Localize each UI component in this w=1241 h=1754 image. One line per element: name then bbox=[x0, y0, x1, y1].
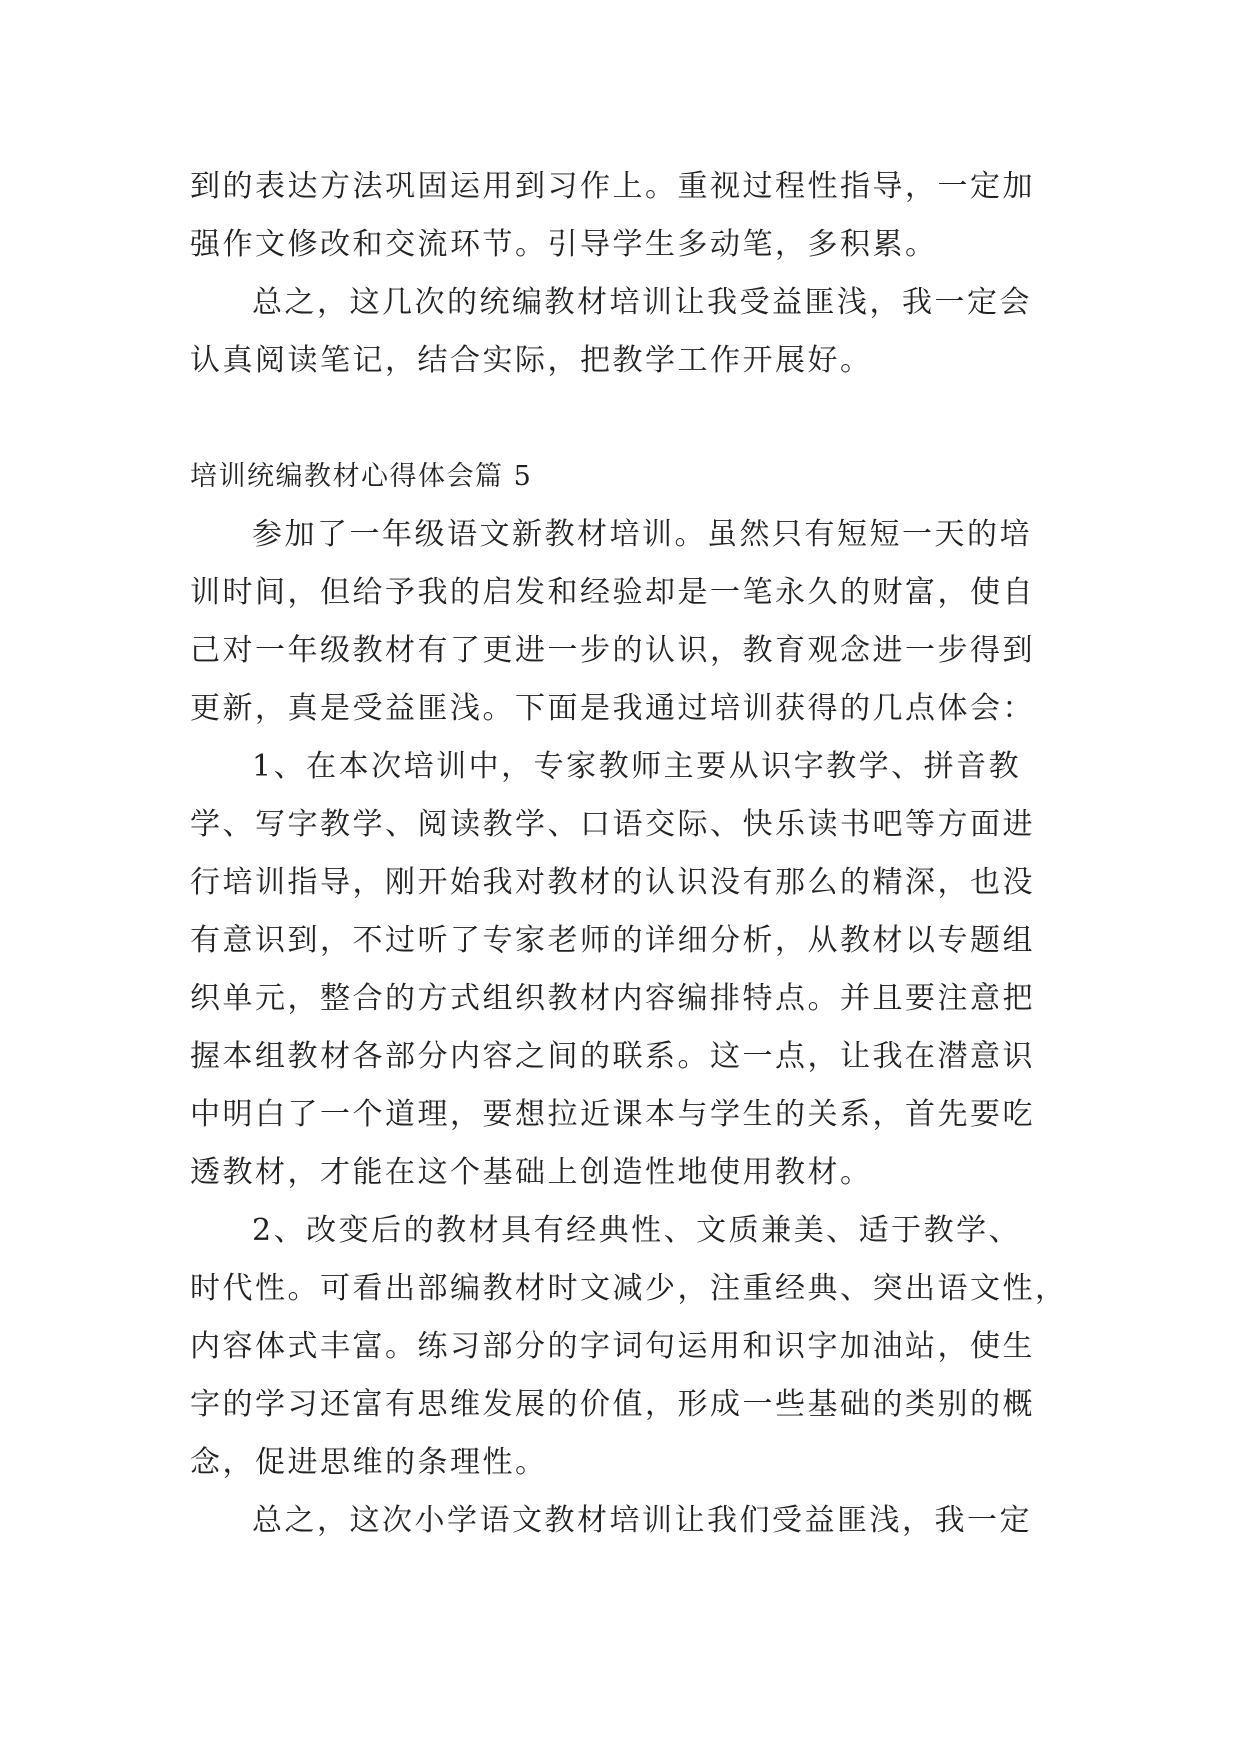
text-line: 念，促进思维的条理性。 bbox=[190, 1445, 548, 1480]
section-heading: 培训统编教材心得体会篇 5 bbox=[190, 461, 533, 492]
text-line: 总之，这次小学语文教材培训让我们受益匪浅，我一定 bbox=[252, 1503, 1032, 1538]
text-line: 总之，这几次的统编教材培训让我受益匪浅，我一定会 bbox=[252, 285, 1032, 320]
text-line: 2、改变后的教材具有经典性、文质兼美、适于教学、 bbox=[252, 1213, 1022, 1248]
text-line: 更新，真是受益匪浅。下面是我通过培训获得的几点体会： bbox=[190, 691, 1035, 726]
paragraph-intro bbox=[190, 506, 1060, 738]
paragraph-summary bbox=[190, 1492, 1060, 1550]
paragraph-point-2 bbox=[190, 1202, 1068, 1492]
text-line: 己对一年级教材有了更进一步的认识，教育观念进一步得到 bbox=[190, 633, 1035, 668]
text-line: 学、写字教学、阅读教学、口语交际、快乐读书吧等方面进 bbox=[190, 807, 1035, 842]
text-line: 中明白了一个道理，要想拉近课本与学生的关系，首先要吃 bbox=[190, 1097, 1035, 1132]
text-line: 时代性。可看出部编教材时文减少，注重经典、突出语文性， bbox=[190, 1271, 1068, 1306]
text-line: 行培训指导，刚开始我对教材的认识没有那么的精深，也没 bbox=[190, 865, 1035, 900]
section-spacer bbox=[190, 390, 1060, 448]
paragraph-continuation bbox=[190, 158, 1060, 274]
text-line: 参加了一年级语文新教材培训。虽然只有短短一天的培 bbox=[252, 517, 1032, 552]
text-line: 训时间，但给予我的启发和经验却是一笔永久的财富，使自 bbox=[190, 575, 1035, 610]
text-line: 字的学习还富有思维发展的价值，形成一些基础的类别的概 bbox=[190, 1387, 1035, 1422]
text-line: 握本组教材各部分内容之间的联系。这一点，让我在潜意识 bbox=[190, 1039, 1035, 1074]
text-line: 织单元，整合的方式组织教材内容编排特点。并且要注意把 bbox=[190, 981, 1035, 1016]
text-line: 强作文修改和交流环节。引导学生多动笔，多积累。 bbox=[190, 227, 938, 262]
text-line: 内容体式丰富。练习部分的字词句运用和识字加油站，使生 bbox=[190, 1329, 1035, 1364]
text-line: 有意识到，不过听了专家老师的详细分析，从教材以专题组 bbox=[190, 923, 1035, 958]
text-line: 透教材，才能在这个基础上创造性地使用教材。 bbox=[190, 1155, 873, 1190]
text-line: 1、在本次培训中，专家教师主要从识字教学、拼音教 bbox=[252, 749, 1022, 784]
text-line: 到的表达方法巩固运用到习作上。重视过程性指导，一定加 bbox=[190, 169, 1035, 204]
document-body bbox=[190, 158, 1068, 1550]
paragraph-conclusion bbox=[190, 274, 1060, 390]
paragraph-point-1 bbox=[190, 738, 1060, 1202]
text-line: 认真阅读笔记，结合实际，把教学工作开展好。 bbox=[190, 343, 873, 378]
